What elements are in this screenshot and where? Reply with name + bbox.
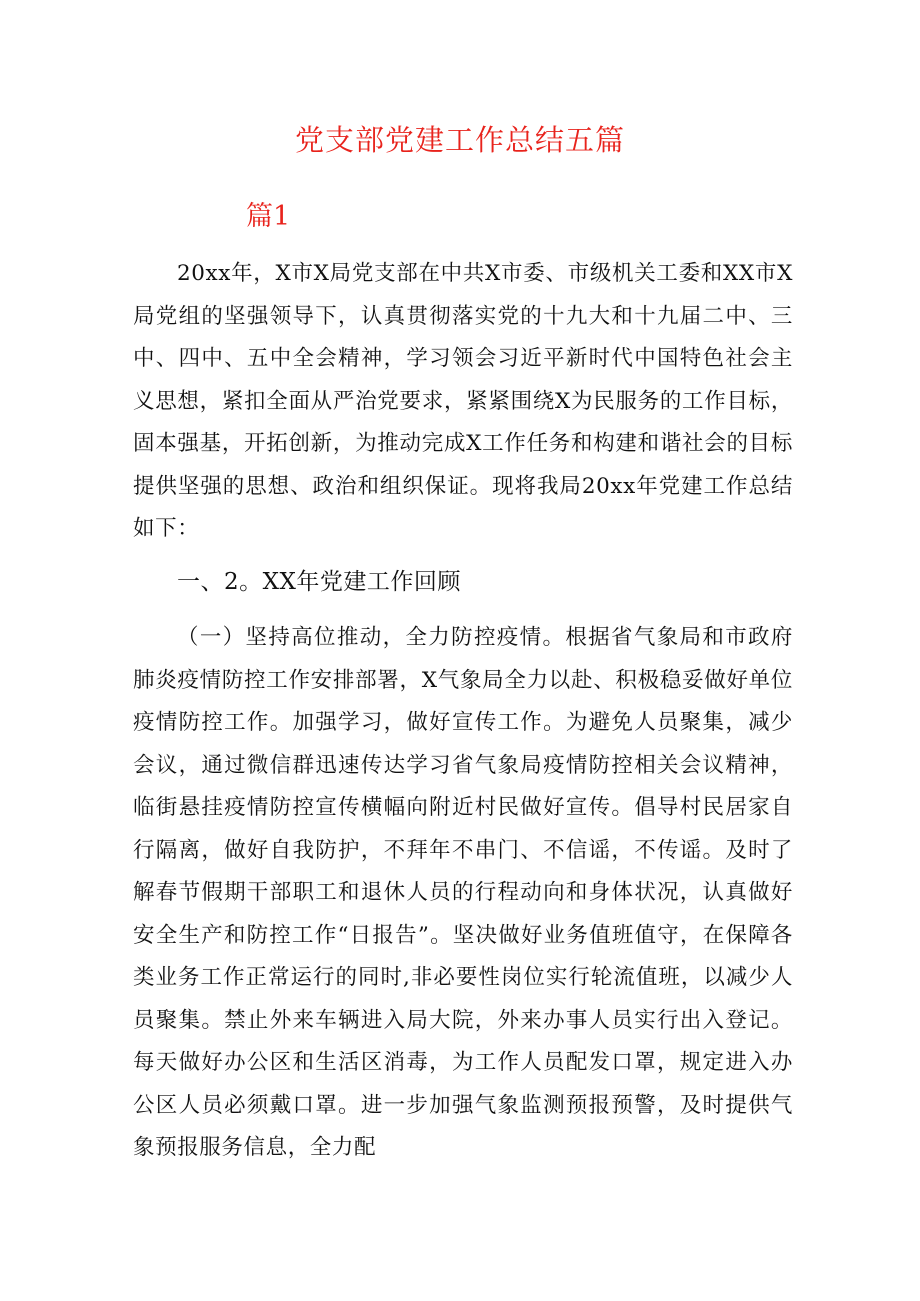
intro-paragraph: 20xx年，X市X局党支部在中共X市委、市级机关工委和XX市X局党组的坚强领导下，认真贯彻落实党的十九大和十九届二中、三中、四中、五中全会精神，学习领会习近平新时代中国特色社会主义思想，紧扣全面从严治党要求，紧紧围绕X为民服务的工作目标，固本强基，开拓创新，为推动完成X工作任务和构建和谐社会的目标提供坚强的思想、政治和组织保证。现将我局20xx年党建工作总结如下：	[133, 261, 793, 541]
document-title: 党支部党建工作总结五篇	[294, 123, 625, 157]
section-subheading: 一、2。XX年党建工作回顾	[177, 569, 461, 595]
section-heading: 篇1	[246, 201, 291, 232]
body-paragraph: （一）坚持高位推动，全力防控疫情。根据省气象局和市政府肺炎疫情防控工作安排部署，X气象局全力以赴、积极稳妥做好单位疫情防控工作。加强学习，做好宣传工作。为避免人员聚集，减少会议，通过微信群迅速传达学习省气象局疫情防控相关会议精神，临街悬挂疫情防控宣传横幅向附近村民做好宣传。倡导村民居家自行隔离，做好自我防护，不拜年不串门、不信谣，不传谣。及时了解春节假期干部职工和退休人员的行程动向和身体状况，认真做好安全生产和防控工作“日报告”。坚决做好业务值班值守，在保障各类业务工作正常运行的同时,非必要性岗位实行轮流值班，以减少人员聚集。禁止外来车辆进入局大院，外来办事人员实行出入登记。每天做好办公区和生活区消毒，为工作人员配发口罩，规定进入办公区人员必须戴口罩。进一步加强气象监测预报预警，及时提供气象预报服务信息，全力配	[133, 625, 793, 1160]
